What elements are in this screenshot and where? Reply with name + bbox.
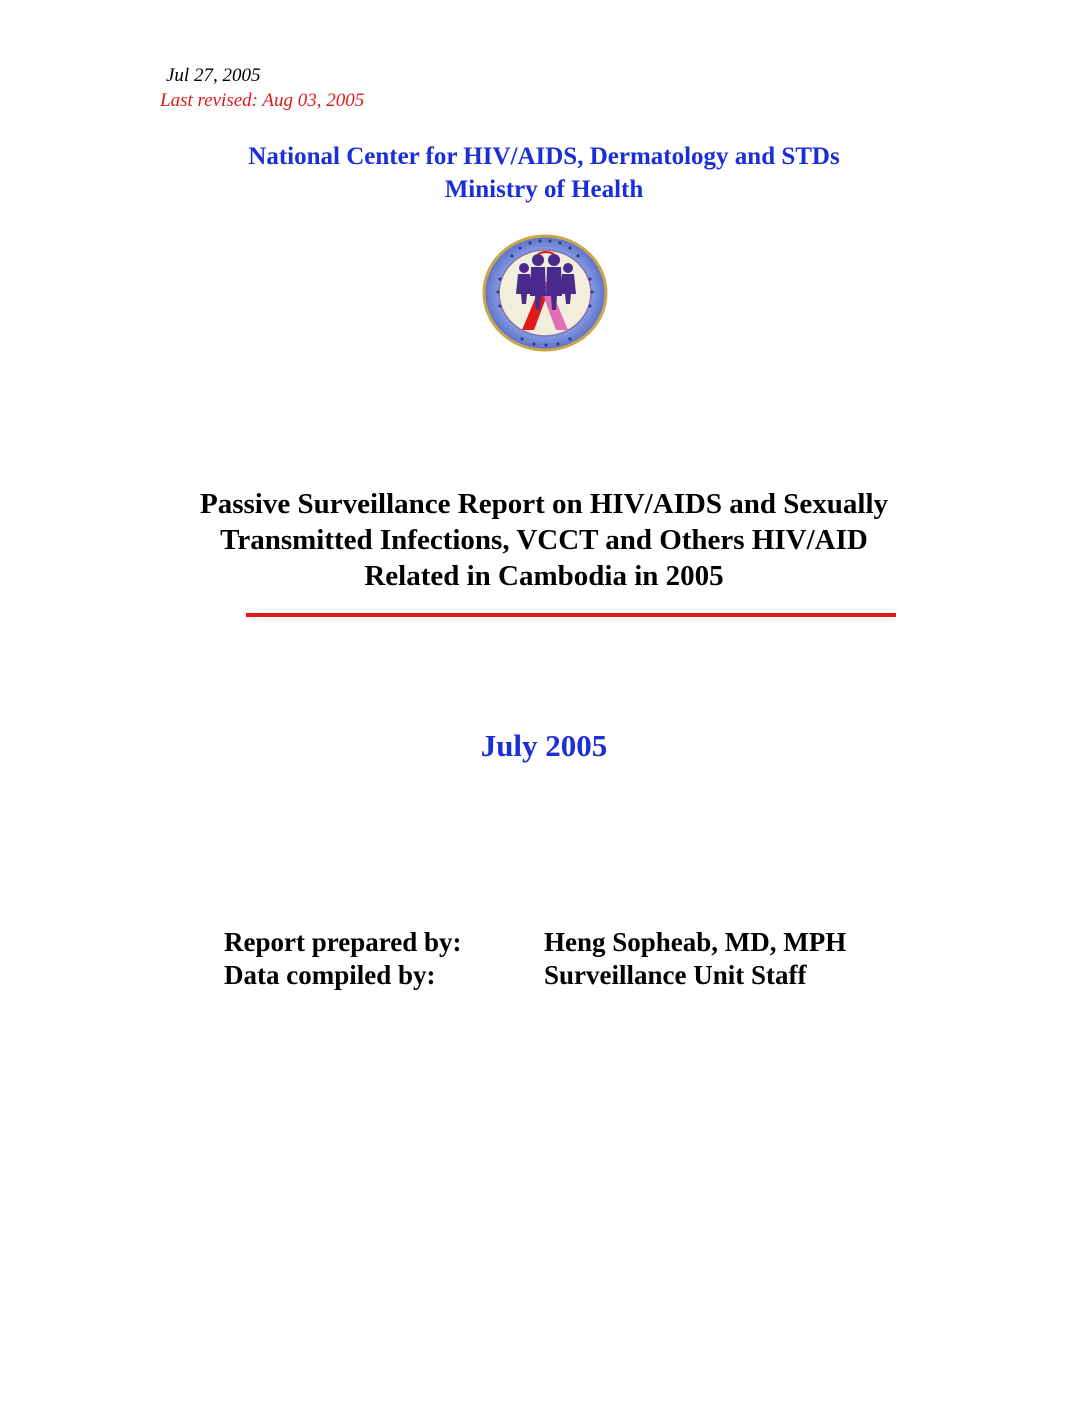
credit-value: Surveillance Unit Staff: [544, 960, 807, 990]
title-line-3: Related in Cambodia in 2005: [364, 560, 724, 592]
emblem-graphic: [482, 234, 608, 352]
credit-row-prepared: [224, 926, 846, 959]
credits-block: [224, 926, 846, 992]
credit-label: Report prepared by:: [224, 927, 462, 957]
report-title: [0, 486, 1088, 594]
credit-row-compiled: [224, 959, 846, 992]
organization-heading: [0, 140, 1088, 206]
credit-value: Heng Sopheab, MD, MPH: [544, 927, 847, 957]
revision-date: Last revised: Aug 03, 2005: [160, 90, 365, 111]
document-date: Jul 27, 2005: [166, 65, 261, 86]
organization-name: National Center for HIV/AIDS, Dermatology and STDs: [248, 143, 840, 170]
title-divider: [246, 613, 896, 617]
credit-label: Data compiled by:: [224, 960, 436, 990]
title-line-2: Transmitted Infections, VCCT and Others HIV/AID: [220, 524, 868, 556]
title-line-1: Passive Surveillance Report on HIV/AIDS and Sexually: [200, 488, 888, 520]
ministry-name: Ministry of Health: [444, 176, 644, 203]
report-date: July 2005: [480, 728, 608, 763]
nchads-emblem-icon: [482, 234, 608, 352]
